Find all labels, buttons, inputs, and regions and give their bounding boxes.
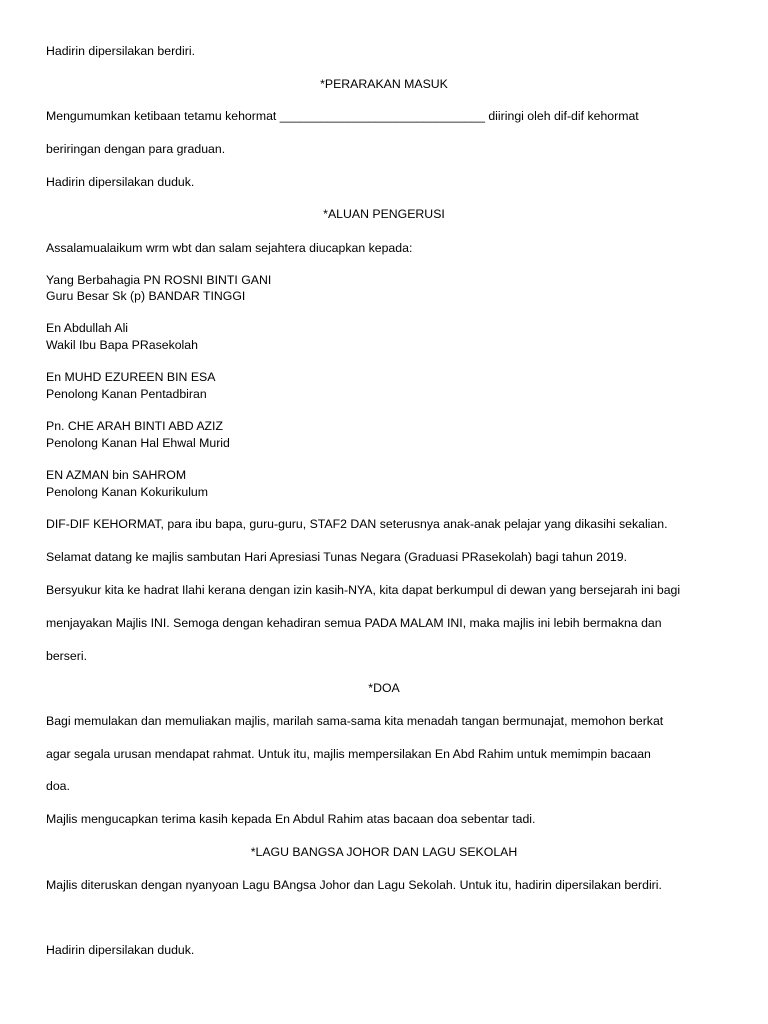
paragraph-anthem: Majlis diteruskan dengan nyanyoan Lagu BAngsa Johor dan Lagu Sekolah. Untuk itu, hadirin dipersilakan berdiri. [46, 878, 662, 892]
dignitary-name: EN AZMAN bin SAHROM [46, 468, 187, 482]
dignitary-name: Pn. CHE ARAH BINTI ABD AZIZ [46, 419, 223, 433]
paragraph-stand-up: Hadirin dipersilakan berdiri. [46, 44, 195, 58]
paragraph-doa-cont: agar segala urusan mendapat rahmat. Untuk itu, majlis mempersilakan En Abd Rahim untuk memimpin bacaan [46, 747, 651, 761]
heading-lagu-bangsa: *LAGU BANGSA JOHOR DAN LAGU SEKOLAH [250, 845, 518, 859]
heading-doa: *DOA [368, 681, 400, 695]
dignitary-name: En MUHD EZUREEN BIN ESA [46, 370, 216, 384]
paragraph-gratitude-cont: menjayakan Majlis INI. Semoga dengan kehadiran semua PADA MALAM INI, maka majlis ini lebih bermakna dan [46, 616, 662, 630]
paragraph-welcome: Selamat datang ke majlis sambutan Hari Apresiasi Tunas Negara (Graduasi PRasekolah) bagi tahun 2019. [46, 550, 628, 564]
paragraph-thanks: Majlis mengucapkan terima kasih kepada En Abdul Rahim atas bacaan doa sebentar tadi. [46, 812, 536, 826]
paragraph-audience: DIF-DIF KEHORMAT, para ibu bapa, guru-guru, STAF2 DAN seterusnya anak-anak pelajar yang dikasihi sekalian. [46, 517, 668, 531]
paragraph-greeting: Assalamualaikum wrm wbt dan salam sejahtera diucapkan kepada: [46, 241, 413, 255]
dignitary-name: Yang Berbahagia PN ROSNI BINTI GANI [46, 273, 272, 287]
dignitary-title: Penolong Kanan Hal Ehwal Murid [46, 436, 230, 450]
dignitary-title: Wakil Ibu Bapa PRasekolah [46, 338, 198, 352]
dignitary-title: Guru Besar Sk (p) BANDAR TINGGI [46, 289, 246, 303]
dignitary-name: En Abdullah Ali [46, 321, 129, 335]
heading-perarakan-masuk: *PERARAKAN MASUK [320, 77, 448, 91]
paragraph-announce-guest: Mengumumkan ketibaan tetamu kehormat ______________________________ diiringi oleh dif-dif kehormat [46, 109, 639, 123]
heading-aluan-pengerusi: *ALUAN PENGERUSI [323, 207, 445, 221]
dignitary-title: Penolong Kanan Pentadbiran [46, 387, 207, 401]
dignitary-title: Penolong Kanan Kokurikulum [46, 485, 209, 499]
paragraph-doa: Bagi memulakan dan memuliakan majlis, marilah sama-sama kita menadah tangan bermunajat, memohon berkat [46, 714, 664, 728]
paragraph-sit-down: Hadirin dipersilakan duduk. [46, 175, 195, 189]
paragraph-gratitude-end: berseri. [46, 649, 88, 663]
paragraph-sit-down-final: Hadirin dipersilakan duduk. [46, 943, 195, 957]
paragraph-gratitude: Bersyukur kita ke hadrat Ilahi kerana dengan izin kasih-NYA, kita dapat berkumpul di dewan yang bersejarah ini bagi [46, 583, 681, 597]
paragraph-doa-end: doa. [46, 779, 70, 793]
paragraph-announce-guest-cont: beriringan dengan para graduan. [46, 142, 226, 156]
